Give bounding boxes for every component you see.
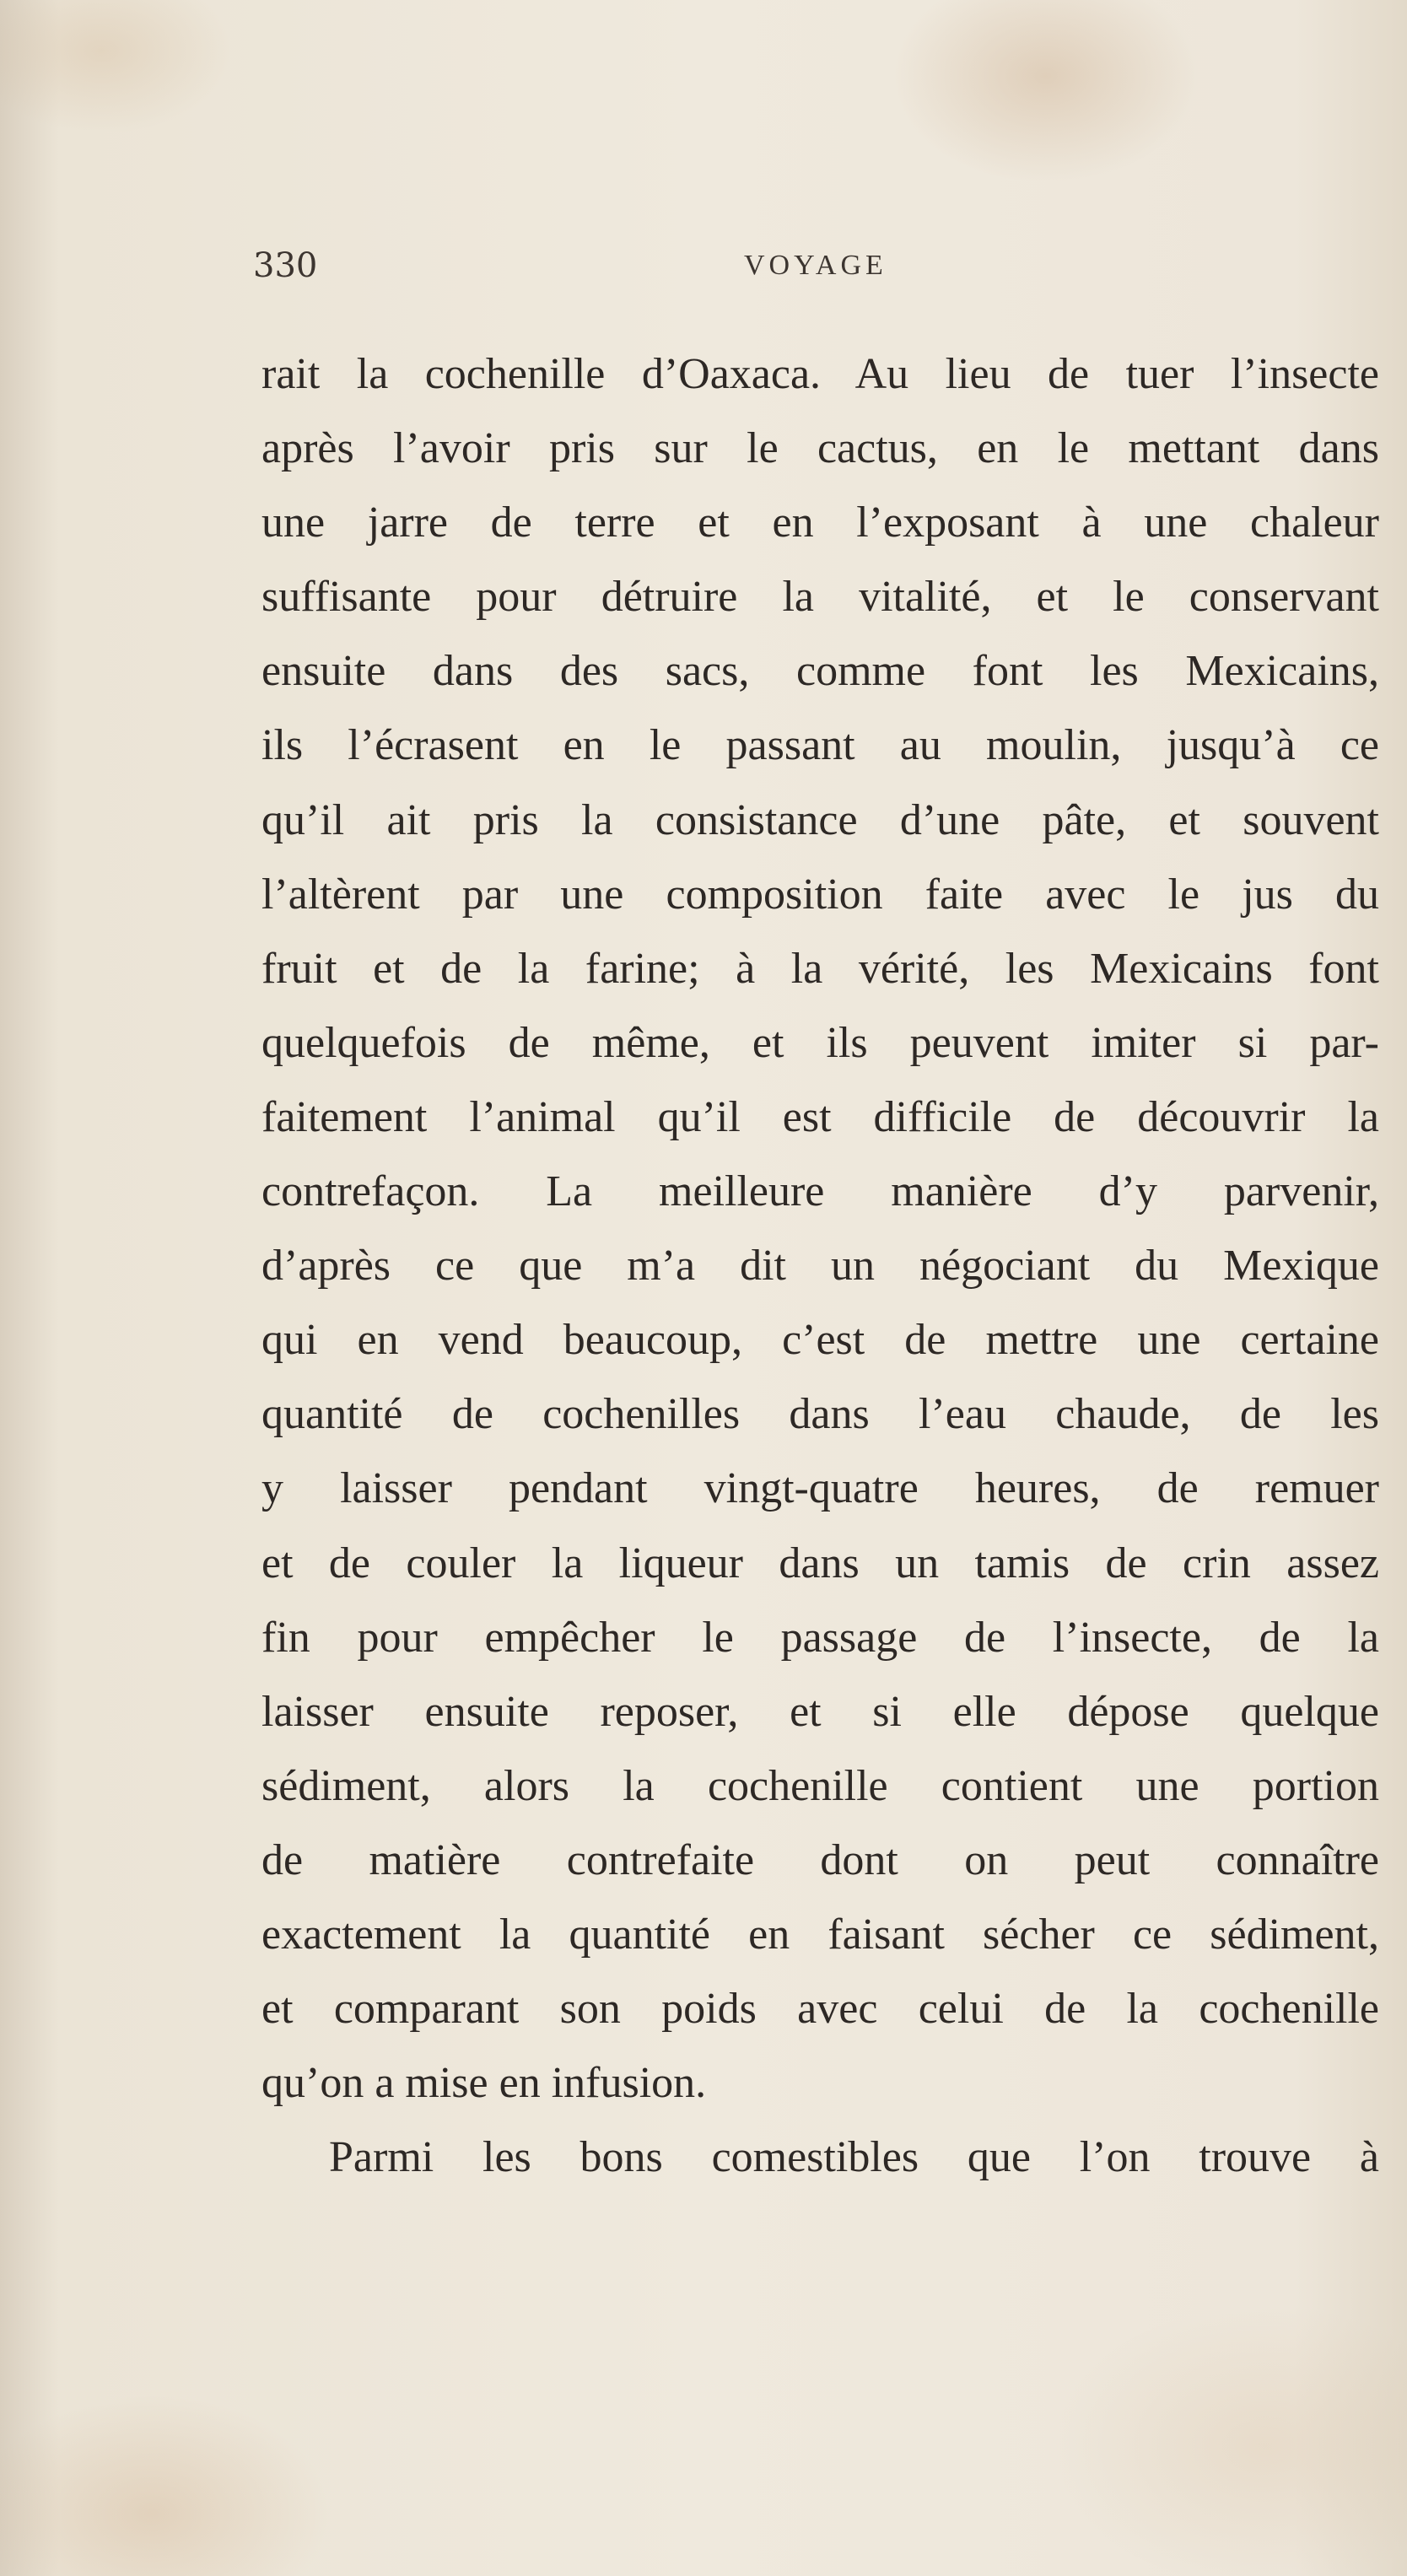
text-line: et comparant son poids avec celui de la cochenille	[261, 1985, 1379, 2034]
paragraph	[261, 2121, 1379, 2195]
text-line: fin pour empêcher le passage de l’insecte, de la	[261, 1613, 1379, 1662]
text-line: d’après ce que m’a dit un négociant du Mexique	[261, 1242, 1379, 1291]
text-line: après l’avoir pris sur le cactus, en le mettant dans	[261, 424, 1379, 473]
text-line: suffisante pour détruire la vitalité, et le conservant	[261, 573, 1379, 622]
text-line: sédiment, alors la cochenille contient une portion	[261, 1761, 1379, 1810]
text-line: qu’on a mise en infusion.	[261, 2059, 707, 2108]
text-line: une jarre de terre et en l’exposant à une chaleur	[261, 498, 1379, 547]
text-line: l’altèrent par une composition faite avec le jus du	[261, 870, 1379, 919]
text-line: ensuite dans des sacs, comme font les Mexicains,	[261, 647, 1379, 696]
paragraph	[261, 337, 1379, 2121]
text-line: exactement la quantité en faisant sécher ce sédiment,	[261, 1910, 1379, 1959]
text-line: Parmi les bons comestibles que l’on trouve à	[329, 2133, 1379, 2182]
text-line: laisser ensuite reposer, et si elle dépose quelque	[261, 1687, 1379, 1736]
text-line: faitement l’animal qu’il est difficile de découvrir la	[261, 1092, 1379, 1141]
page-number: 330	[253, 246, 318, 285]
text-line: ils l’écrasent en le passant au moulin, jusqu’à ce	[261, 721, 1379, 770]
running-head: VOYAGE	[744, 250, 887, 281]
text-line: contrefaçon. La meilleure manière d’y parvenir,	[261, 1167, 1379, 1216]
text-line: quelquefois de même, et ils peuvent imiter si par-	[261, 1018, 1379, 1067]
text-line: rait la cochenille d’Oaxaca. Au lieu de tuer l’insecte	[261, 350, 1379, 398]
text-line: qui en vend beaucoup, c’est de mettre une certaine	[261, 1316, 1379, 1365]
text-line: fruit et de la farine; à la vérité, les Mexicains font	[261, 944, 1379, 993]
page-header	[253, 236, 928, 295]
text-line: de matière contrefaite dont on peut connaître	[261, 1835, 1379, 1884]
text-line: qu’il ait pris la consistance d’une pâte, et souvent	[261, 795, 1379, 844]
text-line: quantité de cochenilles dans l’eau chaude, de les	[261, 1390, 1379, 1439]
text-line: et de couler la liqueur dans un tamis de crin assez	[261, 1539, 1379, 1587]
body-text	[261, 337, 1379, 2195]
text-line: y laisser pendant vingt-quatre heures, de remuer	[261, 1464, 1379, 1513]
